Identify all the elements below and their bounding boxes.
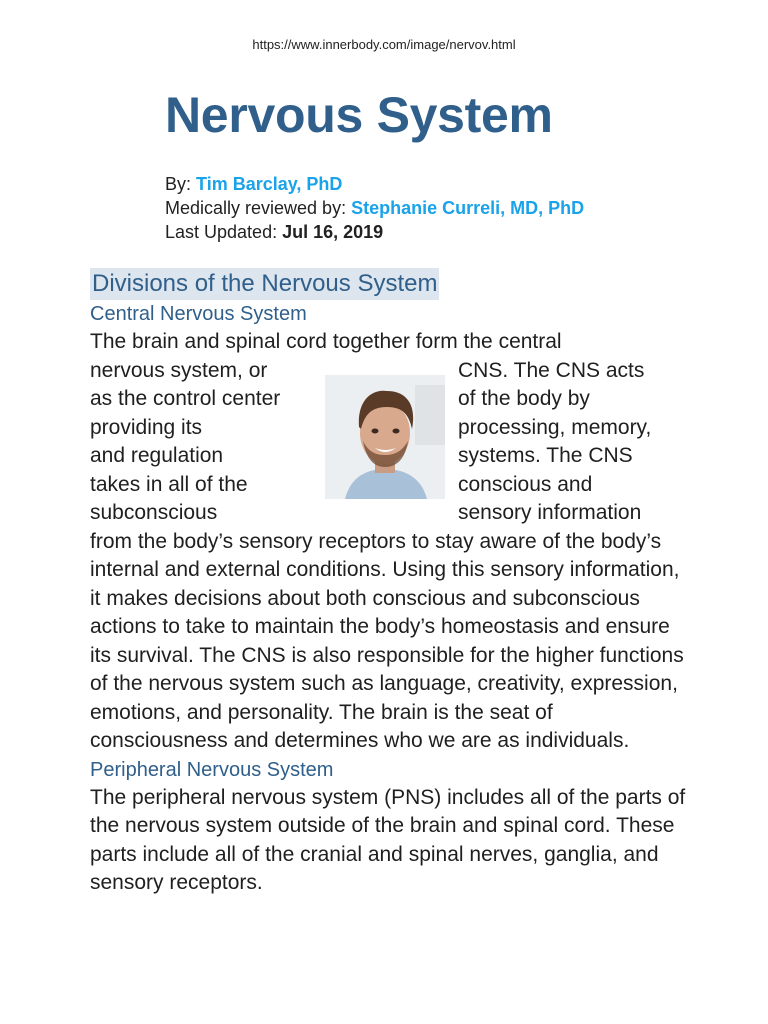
- reviewed-label: Medically reviewed by:: [165, 198, 347, 218]
- cns-intro-line: The brain and spinal cord together form the central: [90, 330, 562, 353]
- wrapped-line: providing its: [90, 415, 203, 439]
- pns-heading: Peripheral Nervous System: [90, 758, 334, 781]
- wrapped-line: CNS. The CNS acts: [458, 358, 645, 382]
- reviewer-link[interactable]: Stephanie Curreli, MD, PhD: [351, 198, 585, 218]
- cns-wrapped-block: [90, 357, 690, 528]
- updated-label: Last Updated:: [165, 222, 278, 242]
- reviewer-line: [165, 196, 584, 220]
- article-title: Nervous System: [165, 87, 553, 143]
- portrait-icon: [325, 375, 445, 499]
- page-url[interactable]: https://www.innerbody.com/image/nervov.html: [252, 37, 516, 52]
- by-label: By:: [165, 174, 192, 194]
- wrapped-line: sensory information: [458, 501, 642, 524]
- wrapped-line: processing, memory,: [458, 415, 652, 439]
- author-link[interactable]: Tim Barclay, PhD: [196, 174, 343, 194]
- wrapped-line: as the control center: [90, 387, 281, 410]
- cns-paragraph-continuation: from the body’s sensory receptors to stay aware of the body’s internal and external conditions. Using this sensory information, it makes decisions about both conscious and subconscious actions to take to maintain the body’s homeostasis and ensure its survival. The CNS is also responsible for the higher functions of the nervous system such as language, creativity, expression, emotions, and personality. The brain is the seat of consciousness and determines who we are as individuals.: [90, 529, 684, 752]
- author-photo-slot: [325, 357, 458, 528]
- author-photo: [325, 375, 445, 499]
- wrapped-line: nervous system, or: [90, 358, 268, 382]
- wrapped-line: subconscious: [90, 501, 218, 524]
- section-heading: Divisions of the Nervous System: [90, 268, 439, 300]
- cns-heading: Central Nervous System: [90, 303, 307, 325]
- byline: [165, 172, 584, 244]
- wrapped-line: of the body by: [458, 387, 590, 410]
- author-line: [165, 172, 584, 196]
- updated-date: Jul 16, 2019: [282, 222, 384, 242]
- pns-paragraph: The peripheral nervous system (PNS) includes all of the parts of the nervous system outside of the brain and spinal cord. These parts include all of the cranial and spinal nerves, ganglia, and sensory receptors.: [90, 785, 686, 894]
- cns-wrapped-left: [90, 357, 325, 528]
- updated-line: [165, 220, 584, 244]
- wrapped-line: systems. The CNS: [458, 444, 633, 467]
- article-body: [90, 268, 690, 898]
- wrapped-line: and regulation: [90, 444, 224, 467]
- cns-wrapped-right: [458, 357, 690, 528]
- wrapped-line: conscious and: [458, 472, 593, 496]
- wrapped-line: takes in all of the: [90, 472, 248, 496]
